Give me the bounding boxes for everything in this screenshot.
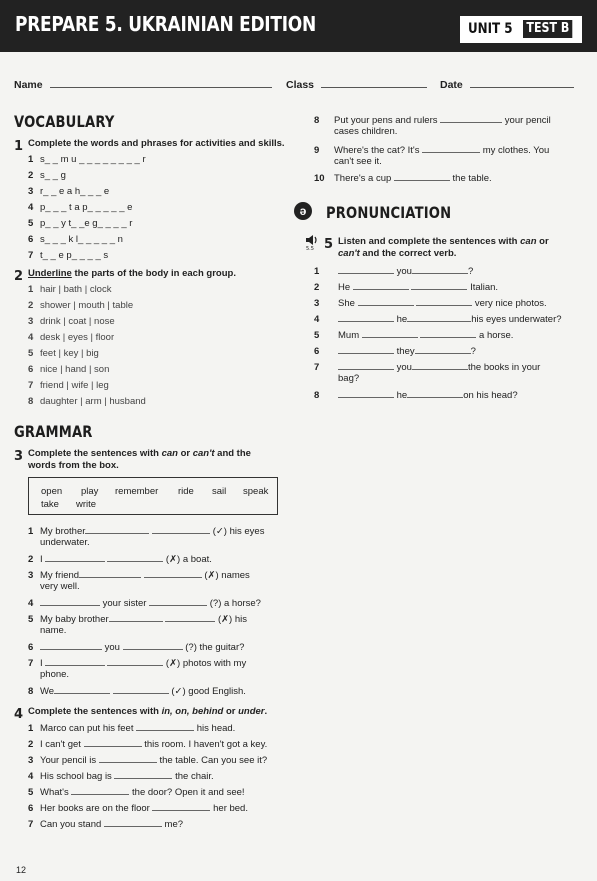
list-item-continuation: very well. xyxy=(40,581,80,592)
exercise-number: 4 xyxy=(14,707,24,722)
exercise-1-instruction: 1 Complete the words and phrases for activities and skills. xyxy=(14,138,285,154)
list-item[interactable]: 4 he his eyes underwater? xyxy=(314,314,562,325)
exercise-4-instruction: 4 Complete the sentences with in, on, behind or under. xyxy=(14,706,268,722)
list-item[interactable]: 7 friend | wife | leg xyxy=(28,380,109,391)
list-item[interactable]: 5 p_ _ y t_ _e g_ _ _ _ r xyxy=(28,218,133,229)
list-item[interactable]: 9 Where's the cat? It's my clothes. You xyxy=(314,145,550,156)
list-item[interactable]: 8 he on his head? xyxy=(314,390,518,401)
answer-blank[interactable] xyxy=(440,114,502,123)
date-line[interactable] xyxy=(470,78,574,88)
list-item[interactable]: 8 We (✓) good English. xyxy=(28,686,246,697)
exercise-number: 3 xyxy=(14,449,24,464)
list-item-continuation: phone. xyxy=(40,669,70,680)
list-item[interactable]: 8 Put your pens and rulers your pencil xyxy=(314,115,551,126)
list-item[interactable]: 3 My friend (✗) names xyxy=(28,570,250,581)
list-item[interactable]: 3 She very nice photos. xyxy=(314,298,547,309)
list-item[interactable]: 10 There's a cup the table. xyxy=(314,173,492,184)
exercise-5-instruction-line2: can't and the correct verb. xyxy=(338,248,457,259)
answer-blank[interactable] xyxy=(422,144,480,153)
list-item[interactable]: 7 Can you stand me? xyxy=(28,819,184,830)
box-word: take xyxy=(41,499,59,510)
vocabulary-heading: VOCABULARY xyxy=(14,112,115,131)
unit-label: UNIT 5 xyxy=(468,21,513,37)
exercise-3-instruction-line2: words from the box. xyxy=(28,460,119,471)
class-field[interactable] xyxy=(286,78,427,92)
list-item[interactable]: 6 you (?) the guitar? xyxy=(28,642,245,653)
list-item[interactable]: 6 Her books are on the floor her bed. xyxy=(28,803,248,814)
list-item[interactable]: 7 you the books in your xyxy=(314,362,541,373)
class-label: Class xyxy=(286,79,315,91)
name-label: Name xyxy=(14,79,43,91)
list-item[interactable]: 2 He Italian. xyxy=(314,282,499,293)
page-number: 12 xyxy=(16,865,27,875)
pronunciation-heading: PRONUNCIATION xyxy=(326,203,452,222)
word-box xyxy=(28,477,278,515)
list-item[interactable]: 1 My brother (✓) his eyes xyxy=(28,526,265,537)
list-item-continuation: bag? xyxy=(338,373,360,384)
list-item[interactable]: 5 My baby brother (✗) his xyxy=(28,614,248,625)
exercise-number: 5 xyxy=(324,237,334,252)
list-item[interactable]: 7 t_ _ e p_ _ _ _ s xyxy=(28,250,109,261)
list-item[interactable]: 8 daughter | arm | husband xyxy=(28,396,146,407)
list-item[interactable]: 5 Mum a horse. xyxy=(314,330,514,341)
exercise-number: 1 xyxy=(14,139,24,154)
test-label: TEST B xyxy=(523,20,573,38)
audio-icon[interactable] xyxy=(305,233,319,251)
list-item[interactable]: 6 they ? xyxy=(314,346,476,357)
exercise-2-instruction: 2 Underline the parts of the body in each group. xyxy=(14,268,236,284)
list-item[interactable]: 4 p_ _ _ t a p_ _ _ _ _ e xyxy=(28,202,133,213)
box-word: sail xyxy=(212,486,227,497)
exercise-3-instruction: 3 Complete the sentences with can or can't and the xyxy=(14,448,251,464)
list-item-continuation: underwater. xyxy=(40,537,90,548)
list-item[interactable]: 6 s_ _ _ k l_ _ _ _ _ n xyxy=(28,234,123,245)
name-field[interactable] xyxy=(14,78,272,92)
list-item[interactable]: 2 I (✗) a boat. xyxy=(28,554,212,565)
list-item[interactable]: 3 drink | coat | nose xyxy=(28,316,115,327)
box-word: remember xyxy=(115,486,159,497)
list-item[interactable]: 1 s_ _ m u _ _ _ _ _ _ _ _ r xyxy=(28,154,146,165)
list-item[interactable]: 2 s_ _ g xyxy=(28,170,66,181)
date-label: Date xyxy=(440,79,463,91)
answer-blank[interactable] xyxy=(394,172,450,181)
exercise-5-instruction: 5 Listen and complete the sentences with can or xyxy=(324,236,549,252)
svg-text:5.5: 5.5 xyxy=(306,246,314,251)
unit-badge xyxy=(460,16,582,43)
box-word: write xyxy=(76,499,97,510)
list-item[interactable]: 4 your sister (?) a horse? xyxy=(28,598,261,609)
box-word: play xyxy=(81,486,99,497)
class-line[interactable] xyxy=(321,78,427,88)
list-item[interactable]: 7 I (✗) photos with my xyxy=(28,658,247,669)
list-item-continuation: can't see it. xyxy=(334,156,382,167)
list-item[interactable]: 3 Your pencil is the table. Can you see it? xyxy=(28,755,268,766)
list-item[interactable]: 1 hair | bath | clock xyxy=(28,284,112,295)
header-bar xyxy=(0,0,597,52)
list-item-continuation: name. xyxy=(40,625,67,636)
exercise-number: 2 xyxy=(14,269,24,284)
list-item-continuation: cases children. xyxy=(334,126,398,137)
list-item[interactable]: 1 you ? xyxy=(314,266,474,277)
book-title: PREPARE 5. UKRAINIAN EDITION xyxy=(15,12,316,36)
list-item[interactable]: 1 Marco can put his feet his head. xyxy=(28,723,236,734)
list-item[interactable]: 6 nice | hand | son xyxy=(28,364,110,375)
grammar-heading: GRAMMAR xyxy=(14,422,93,441)
list-item[interactable]: 2 I can't get this room. I haven't got a key. xyxy=(28,739,268,750)
schwa-icon: ə xyxy=(294,202,312,220)
name-line[interactable] xyxy=(50,78,272,88)
list-item[interactable]: 5 What's the door? Open it and see! xyxy=(28,787,245,798)
date-field[interactable] xyxy=(440,78,574,92)
box-word: open xyxy=(41,486,63,497)
list-item[interactable]: 4 His school bag is the chair. xyxy=(28,771,214,782)
box-word: ride xyxy=(178,486,194,497)
list-item[interactable]: 3 r_ _ e a h_ _ _ e xyxy=(28,186,110,197)
list-item[interactable]: 2 shower | mouth | table xyxy=(28,300,134,311)
list-item[interactable]: 4 desk | eyes | floor xyxy=(28,332,115,343)
box-word: speak xyxy=(243,486,269,497)
list-item[interactable]: 5 feet | key | big xyxy=(28,348,99,359)
